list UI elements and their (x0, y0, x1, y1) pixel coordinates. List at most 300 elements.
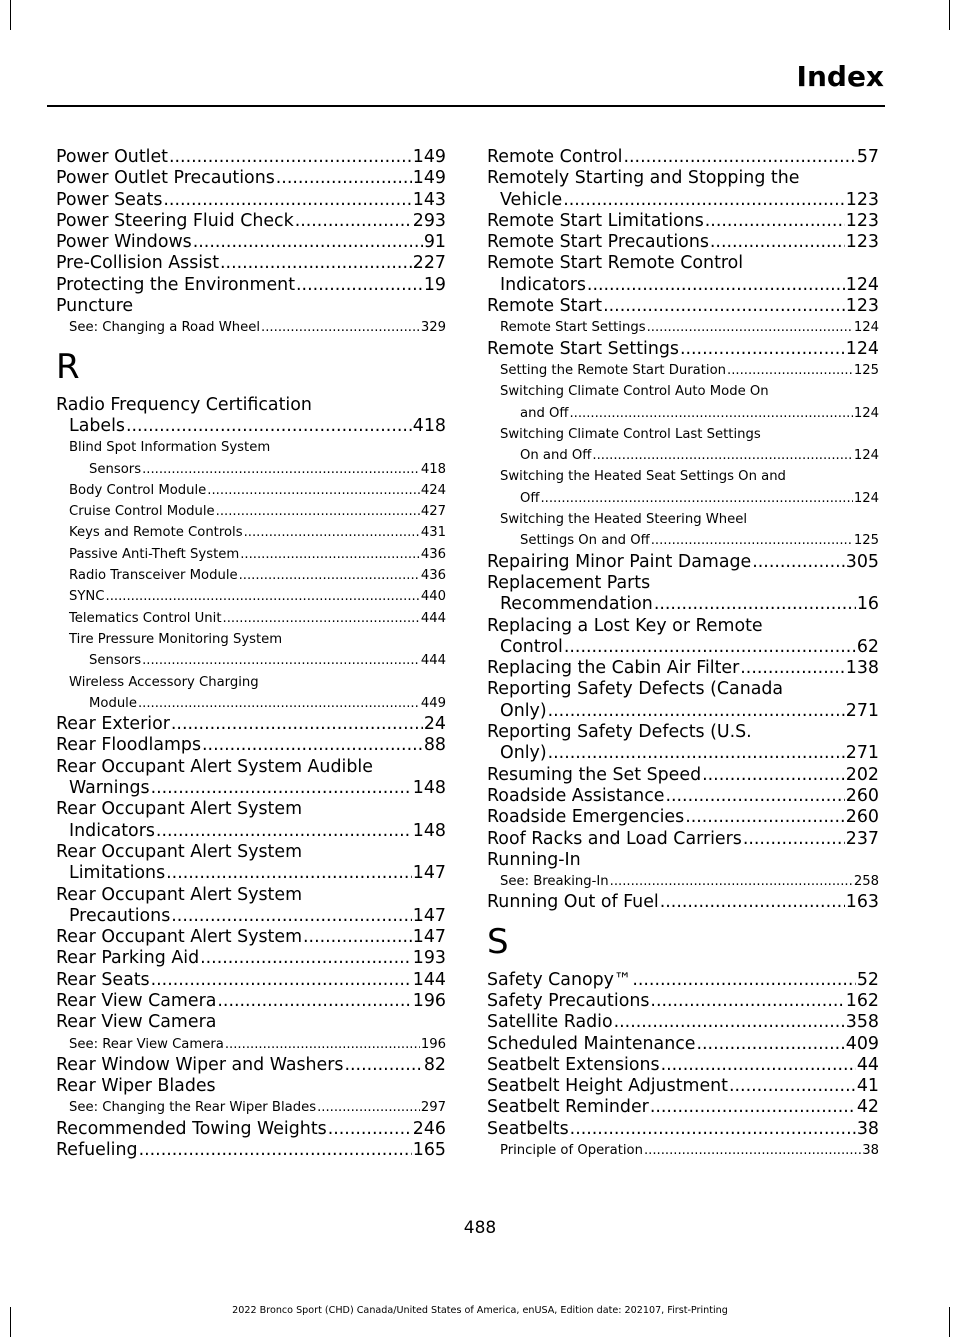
index-entry (487, 829, 879, 850)
entry-page: 123 (845, 296, 879, 317)
entry-page: 144 (412, 969, 446, 990)
index-entry (487, 1097, 879, 1118)
index-entry: Reporting Safety Defects (Canada (487, 679, 784, 700)
entry-page: 147 (412, 863, 446, 884)
index-subentry (487, 530, 879, 551)
entry-text: Only) (500, 700, 547, 721)
index-entry: Running-In (487, 849, 581, 870)
entry-page: 138 (845, 658, 879, 679)
dot-leader (680, 339, 845, 360)
entry-page: 91 (423, 232, 446, 253)
index-entry (487, 701, 879, 722)
index-subentry (56, 317, 446, 338)
entry-page: 162 (845, 990, 879, 1011)
entry-text: Recommendation (500, 594, 653, 615)
dot-leader (223, 608, 420, 629)
entry-page: 16 (856, 594, 879, 615)
dot-leader (696, 1034, 844, 1055)
entry-page: 444 (420, 653, 446, 669)
dot-leader (752, 552, 845, 573)
entry-text: Power Outlet Precautions (56, 168, 275, 189)
entry-page: 149 (412, 168, 446, 189)
entry-page: 88 (423, 735, 446, 756)
entry-page: 444 (420, 610, 446, 626)
index-entry (487, 1012, 879, 1033)
entry-text: Indicators (500, 274, 586, 295)
entry-page: 148 (412, 820, 446, 841)
entry-page: 123 (845, 189, 879, 210)
entry-text: Satellite Radio (487, 1012, 613, 1033)
entry-text: See: Changing a Road Wheel (69, 320, 261, 336)
dot-leader (564, 637, 856, 658)
entry-text: Rear View Camera (56, 990, 217, 1011)
entry-text: Seatbelt Extensions (487, 1054, 660, 1075)
entry-page: 82 (423, 1054, 446, 1075)
entry-text: Remote Start (487, 296, 603, 317)
entry-text: Protecting the Environment (56, 274, 296, 295)
entry-text: Safety Canopy™ (487, 969, 632, 990)
entry-text: Warnings (69, 778, 150, 799)
index-entry: Rear Wiper Blades (56, 1076, 216, 1097)
index-entry (487, 991, 879, 1012)
index-entry (56, 211, 446, 232)
entry-page: 440 (420, 589, 446, 605)
entry-page: 147 (412, 905, 446, 926)
index-entry (487, 190, 879, 211)
dot-leader (240, 544, 420, 565)
dot-leader (548, 743, 845, 764)
footer-edition: 2022 Bronco Sport (CHD) Canada/United States of America, enUSA, Edition date: 202107, First-Printing (232, 1305, 728, 1316)
index-entry: Replacement Parts (487, 572, 651, 593)
index-entry (56, 275, 446, 296)
entry-page: 148 (412, 778, 446, 799)
entry-page: 147 (412, 927, 446, 948)
dot-leader (570, 1119, 856, 1140)
index-subentry (56, 1034, 446, 1055)
dot-leader (239, 565, 420, 586)
index-entry (56, 1055, 446, 1076)
dot-leader (569, 403, 852, 424)
index-entry (487, 658, 879, 679)
index-entry: Remotely Starting and Stopping the (487, 168, 800, 189)
entry-page: 62 (856, 636, 879, 657)
entry-text: Module (89, 695, 137, 711)
index-entry: Reporting Safety Defects (U.S. (487, 722, 752, 743)
index-subentry (487, 360, 879, 381)
index-column-left (56, 147, 446, 1161)
index-entry (487, 1119, 879, 1140)
dot-leader (685, 807, 845, 828)
entry-text: Repairing Minor Paint Damage (487, 551, 752, 572)
index-subentry: Switching Climate Control Last Settings (500, 426, 761, 442)
entry-text: Indicators (69, 820, 155, 841)
index-entry: Replacing a Lost Key or Remote (487, 615, 763, 636)
dot-leader (166, 863, 412, 884)
dot-leader (647, 317, 853, 338)
entry-page: 125 (853, 533, 879, 549)
dot-leader (729, 1076, 856, 1097)
dot-leader (216, 501, 420, 522)
index-entry (56, 970, 446, 991)
entry-page: 123 (845, 210, 879, 231)
entry-page: 436 (420, 568, 446, 584)
entry-page: 24 (423, 714, 446, 735)
index-entry (487, 211, 879, 232)
entry-page: 418 (412, 415, 446, 436)
index-subentry (56, 693, 446, 714)
entry-page: 260 (845, 807, 879, 828)
index-entry: Remote Start Remote Control (487, 253, 744, 274)
index-subentry (56, 544, 446, 565)
entry-page: 271 (845, 743, 879, 764)
entry-page: 124 (853, 490, 879, 506)
entry-text: and Off (520, 405, 569, 421)
index-entry (487, 232, 879, 253)
dot-leader (548, 701, 845, 722)
entry-page: 196 (412, 990, 446, 1011)
entry-page: 449 (420, 695, 446, 711)
dot-leader (151, 970, 412, 991)
entry-page: 193 (412, 948, 446, 969)
entry-text: Rear Window Wiper and Washers (56, 1054, 344, 1075)
index-subentry: Tire Pressure Monitoring System (69, 631, 283, 647)
index-entry (487, 147, 879, 168)
index-entry (487, 970, 879, 991)
entry-page: 149 (412, 147, 446, 167)
entry-page: 196 (420, 1036, 446, 1052)
dot-leader (540, 488, 852, 509)
dot-leader (156, 821, 412, 842)
dot-leader (193, 232, 423, 253)
index-entry (56, 147, 446, 168)
title-rule (47, 105, 885, 107)
index-entry (487, 275, 879, 296)
index-entry (56, 863, 446, 884)
entry-page: 329 (420, 320, 446, 336)
index-subentry (56, 586, 446, 607)
index-subentry (56, 650, 446, 671)
index-subentry (56, 1097, 446, 1118)
entry-text: Seatbelt Reminder (487, 1097, 649, 1118)
entry-page: 42 (856, 1097, 879, 1118)
index-subentry (487, 403, 879, 424)
section-letter: S (487, 921, 509, 962)
dot-leader (651, 530, 853, 551)
dot-leader (163, 190, 411, 211)
dot-leader (220, 253, 412, 274)
index-entry (56, 821, 446, 842)
entry-text: Limitations (69, 863, 166, 884)
entry-text: Replacing the Cabin Air Filter (487, 658, 740, 679)
dot-leader (328, 1119, 412, 1140)
dot-leader (202, 735, 423, 756)
entry-page: 258 (853, 874, 879, 890)
entry-text: Passive Anti-Theft System (69, 546, 240, 562)
entry-page: 260 (845, 785, 879, 806)
dot-leader (610, 871, 853, 892)
index-column-right (487, 147, 879, 1161)
entry-text: Vehicle (500, 189, 563, 210)
dot-leader (644, 1140, 861, 1161)
entry-page: 44 (856, 1054, 879, 1075)
index-subentry: Blind Spot Information System (69, 440, 271, 456)
index-entry (487, 743, 879, 764)
entry-page: 297 (420, 1100, 446, 1116)
dot-leader (614, 1012, 845, 1033)
entry-text: Remote Start Precautions (487, 232, 709, 253)
index-entry (487, 1076, 879, 1097)
entry-text: Control (500, 636, 563, 657)
index-entry (56, 991, 446, 1012)
entry-text: Power Outlet (56, 147, 168, 167)
index-subentry (56, 565, 446, 586)
index-entry (487, 1034, 879, 1055)
entry-text: Only) (500, 743, 547, 764)
dot-leader (660, 892, 845, 913)
entry-text: Scheduled Maintenance (487, 1033, 696, 1054)
index-entry (56, 190, 446, 211)
entry-page: 246 (412, 1118, 446, 1139)
dot-leader (727, 360, 853, 381)
dot-leader (126, 416, 412, 437)
dot-leader (138, 693, 420, 714)
index-entry: Puncture (56, 296, 134, 317)
dot-leader (743, 829, 845, 850)
index-entry (487, 786, 879, 807)
entry-text: Remote Control (487, 147, 623, 167)
entry-text: Refueling (56, 1140, 138, 1161)
entry-text: Seatbelt Height Adjustment (487, 1076, 728, 1097)
dot-leader (661, 1055, 856, 1076)
dot-leader (654, 594, 856, 615)
dot-leader (632, 970, 856, 991)
entry-text: Running Out of Fuel (487, 892, 659, 913)
entry-page: 52 (856, 969, 879, 990)
dot-leader (142, 650, 420, 671)
entry-text: Rear Floodlamps (56, 735, 202, 756)
entry-text: Rear Seats (56, 969, 150, 990)
dot-leader (665, 786, 844, 807)
index-entry: Rear Occupant Alert System (56, 841, 303, 862)
index-subentry (487, 1140, 879, 1161)
entry-page: 125 (853, 362, 879, 378)
entry-page: 431 (420, 525, 446, 541)
entry-page: 427 (420, 504, 446, 520)
entry-page: 271 (845, 700, 879, 721)
entry-text: Pre-Collision Assist (56, 253, 220, 274)
index-entry (487, 637, 879, 658)
index-subentry (487, 445, 879, 466)
entry-text: See: Breaking-In (500, 874, 609, 890)
dot-leader (710, 232, 845, 253)
dot-leader (705, 211, 845, 232)
dot-leader (171, 714, 423, 735)
index-subentry (56, 501, 446, 522)
index-entry (56, 416, 446, 437)
index-entry (487, 594, 879, 615)
index-subentry (56, 608, 446, 629)
crop-mark-top-left (10, 0, 11, 30)
index-subentry (56, 480, 446, 501)
dot-leader (592, 445, 852, 466)
dot-leader (171, 906, 412, 927)
dot-leader (106, 586, 420, 607)
dot-leader (303, 927, 412, 948)
entry-text: Power Steering Fluid Check (56, 210, 294, 231)
entry-text: Body Control Module (69, 482, 207, 498)
index-subentry: Switching the Heated Steering Wheel (500, 512, 748, 528)
index-entry (56, 735, 446, 756)
index-entry (487, 765, 879, 786)
dot-leader (563, 190, 845, 211)
entry-text: Settings On and Off (520, 533, 650, 549)
entry-page: 19 (423, 274, 446, 295)
crop-mark-top-right (949, 0, 950, 30)
index-subentry (56, 522, 446, 543)
entry-page: 305 (845, 551, 879, 572)
dot-leader (261, 317, 420, 338)
dot-leader (650, 1097, 856, 1118)
index-subentry (56, 459, 446, 480)
dot-leader (603, 296, 845, 317)
index-entry (56, 1119, 446, 1140)
entry-page: 293 (412, 210, 446, 231)
dot-leader (276, 168, 412, 189)
entry-page: 424 (420, 482, 446, 498)
index-entry (56, 168, 446, 189)
index-entry (56, 714, 446, 735)
entry-page: 418 (420, 461, 446, 477)
entry-text: Remote Start Limitations (487, 210, 704, 231)
entry-text: Rear Occupant Alert System (56, 927, 303, 948)
entry-text: Principle of Operation (500, 1143, 643, 1159)
entry-text: Remote Start Settings (487, 338, 679, 359)
entry-page: 124 (853, 405, 879, 421)
index-entry (56, 232, 446, 253)
entry-text: Recommended Towing Weights (56, 1118, 327, 1139)
entry-text: Sensors (89, 653, 142, 669)
entry-text: Labels (69, 415, 125, 436)
dot-leader (151, 778, 412, 799)
entry-page: 123 (845, 232, 879, 253)
entry-page: 124 (853, 448, 879, 464)
entry-page: 202 (845, 764, 879, 785)
entry-text: Setting the Remote Start Duration (500, 362, 727, 378)
index-entry (487, 339, 879, 360)
index-subentry (487, 488, 879, 509)
index-subentry: Switching Climate Control Auto Mode On (500, 384, 769, 400)
index-entry (56, 253, 446, 274)
index-entry: Rear View Camera (56, 1012, 217, 1033)
section-letter: R (56, 346, 80, 387)
entry-page: 165 (412, 1140, 446, 1161)
index-entry (56, 1140, 446, 1161)
entry-text: Keys and Remote Controls (69, 525, 243, 541)
index-entry: Rear Occupant Alert System (56, 884, 303, 905)
entry-page: 436 (420, 546, 446, 562)
dot-leader (207, 480, 420, 501)
entry-text: Roadside Assistance (487, 785, 665, 806)
index-entry (56, 906, 446, 927)
entry-page: 124 (845, 274, 879, 295)
entry-page: 124 (845, 338, 879, 359)
entry-text: Power Seats (56, 189, 163, 210)
index-subentry: Wireless Accessory Charging (69, 674, 259, 690)
entry-text: Seatbelts (487, 1118, 569, 1139)
entry-page: 409 (845, 1033, 879, 1054)
entry-text: Roadside Emergencies (487, 807, 685, 828)
entry-page: 358 (845, 1012, 879, 1033)
entry-page: 38 (856, 1118, 879, 1139)
index-entry: Rear Occupant Alert System (56, 799, 303, 820)
dot-leader (650, 991, 844, 1012)
dot-leader (587, 275, 845, 296)
entry-text: Roof Racks and Load Carriers (487, 828, 742, 849)
dot-leader (142, 459, 420, 480)
index-entry (56, 927, 446, 948)
index-entry (487, 892, 879, 913)
entry-text: Safety Precautions (487, 990, 650, 1011)
entry-text: SYNC (69, 589, 105, 605)
page-number: 488 (463, 1218, 497, 1238)
entry-text: Precautions (69, 905, 171, 926)
entry-page: 143 (412, 189, 446, 210)
page-title: Index (796, 60, 884, 93)
entry-text: Power Windows (56, 232, 192, 253)
entry-text: Rear Exterior (56, 714, 170, 735)
entry-text: On and Off (520, 448, 592, 464)
entry-text: Radio Transceiver Module (69, 568, 238, 584)
entry-page: 163 (845, 892, 879, 913)
index-entry: Radio Frequency Certification (56, 394, 312, 415)
dot-leader (317, 1097, 420, 1118)
dot-leader (295, 211, 412, 232)
index-entry: Rear Occupant Alert System Audible (56, 756, 373, 777)
index-entry (487, 296, 879, 317)
entry-text: Remote Start Settings (500, 320, 646, 336)
dot-leader (740, 658, 845, 679)
dot-leader (624, 147, 856, 168)
dot-leader (139, 1140, 412, 1161)
entry-page: 57 (856, 147, 879, 167)
dot-leader (225, 1034, 420, 1055)
index-subentry (487, 317, 879, 338)
entry-page: 227 (412, 253, 446, 274)
dot-leader (217, 991, 411, 1012)
entry-page: 41 (856, 1076, 879, 1097)
entry-text: Cruise Control Module (69, 504, 215, 520)
index-entry (487, 1055, 879, 1076)
dot-leader (244, 522, 420, 543)
index-subentry: Switching the Heated Seat Settings On and (500, 469, 786, 485)
entry-text: Rear Parking Aid (56, 948, 200, 969)
entry-page: 237 (845, 828, 879, 849)
entry-text: See: Rear View Camera (69, 1036, 224, 1052)
dot-leader (702, 765, 845, 786)
entry-text: Telematics Control Unit (69, 610, 222, 626)
index-subentry (487, 871, 879, 892)
dot-leader (296, 275, 423, 296)
dot-leader (344, 1055, 422, 1076)
index-entry (487, 552, 879, 573)
entry-page: 124 (853, 320, 879, 336)
index-entry (56, 778, 446, 799)
index-entry (487, 807, 879, 828)
entry-text: Off (520, 490, 540, 506)
entry-text: Sensors (89, 461, 142, 477)
entry-text: See: Changing the Rear Wiper Blades (69, 1100, 317, 1116)
entry-text: Resuming the Set Speed (487, 764, 702, 785)
